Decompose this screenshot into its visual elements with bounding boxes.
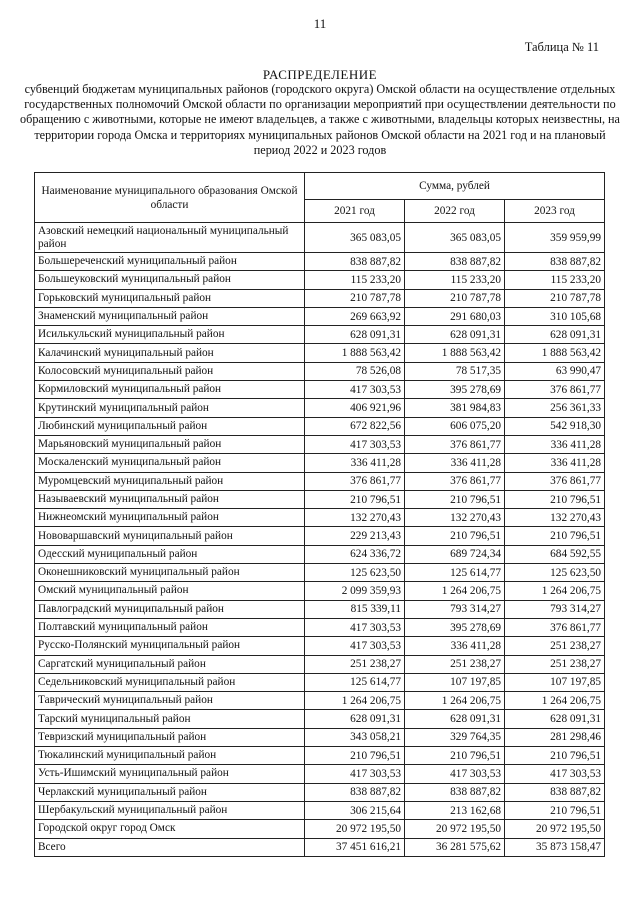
row-name-cell: Полтавский муниципальный район [35, 618, 305, 636]
document-subtitle: субвенций бюджетам муниципальных районов (городского округа) Омской области на осуществление отдельных государственных полномочий Омской области по организации мероприятий при осуществлении деятельности по обращению с животными, которые не имеют владельцев, а также с животными, владельцы которых неизвестны, на территории города Омска и территориях муниципальных районов Омской области на 2021 год и на плановый период 2022 и 2023 годов [20, 82, 620, 157]
row-name-cell: Любинский муниципальный район [35, 417, 305, 435]
row-value-2022: 376 861,77 [405, 435, 505, 453]
row-value-2021: 251 238,27 [305, 655, 405, 673]
row-value-2023: 63 990,47 [505, 362, 605, 380]
row-value-2022: 115 233,20 [405, 271, 505, 289]
row-name-cell: Муромцевский муниципальный район [35, 472, 305, 490]
table-row [35, 728, 605, 746]
row-name-cell: Оконешниковский муниципальный район [35, 564, 305, 582]
row-value-2021: 1 888 563,42 [305, 344, 405, 362]
row-value-2022: 78 517,35 [405, 362, 505, 380]
row-value-2023: 336 411,28 [505, 454, 605, 472]
row-name-cell: Черлакский муниципальный район [35, 783, 305, 801]
row-value-2021: 628 091,31 [305, 326, 405, 344]
row-value-2022: 376 861,77 [405, 472, 505, 490]
row-value-2021: 78 526,08 [305, 362, 405, 380]
table-row [35, 362, 605, 380]
table-row [35, 618, 605, 636]
row-value-2021: 624 336,72 [305, 545, 405, 563]
row-name-cell: Таврический муниципальный район [35, 692, 305, 710]
row-value-2021: 376 861,77 [305, 472, 405, 490]
table-row [35, 564, 605, 582]
row-value-2022: 36 281 575,62 [405, 838, 505, 856]
row-value-2021: 417 303,53 [305, 765, 405, 783]
row-value-2022: 210 796,51 [405, 490, 505, 508]
row-value-2022: 125 614,77 [405, 564, 505, 582]
table-row [35, 472, 605, 490]
row-name-cell: Азовский немецкий национальный муниципальный район [35, 223, 305, 253]
row-value-2021: 1 264 206,75 [305, 692, 405, 710]
row-value-2023: 210 796,51 [505, 747, 605, 765]
row-name-cell: Нижнеомский муниципальный район [35, 509, 305, 527]
row-value-2023: 417 303,53 [505, 765, 605, 783]
row-name-cell: Называевский муниципальный район [35, 490, 305, 508]
row-value-2022: 838 887,82 [405, 783, 505, 801]
row-name-cell: Павлоградский муниципальный район [35, 600, 305, 618]
row-value-2021: 115 233,20 [305, 271, 405, 289]
row-value-2022: 210 787,78 [405, 289, 505, 307]
row-value-2023: 359 959,99 [505, 223, 605, 253]
row-name-cell: Нововаршавский муниципальный район [35, 527, 305, 545]
row-value-2022: 132 270,43 [405, 509, 505, 527]
table-row [35, 509, 605, 527]
page-number: 11 [313, 16, 327, 31]
row-value-2023: 251 238,27 [505, 655, 605, 673]
row-value-2023: 1 264 206,75 [505, 582, 605, 600]
row-value-2022: 336 411,28 [405, 454, 505, 472]
row-value-2021: 838 887,82 [305, 783, 405, 801]
row-value-2023: 838 887,82 [505, 783, 605, 801]
row-value-2021: 20 972 195,50 [305, 820, 405, 838]
row-value-2023: 132 270,43 [505, 509, 605, 527]
row-value-2022: 1 888 563,42 [405, 344, 505, 362]
table-row [35, 783, 605, 801]
row-name-cell: Всего [35, 838, 305, 856]
row-name-cell: Калачинский муниципальный район [35, 344, 305, 362]
row-value-2022: 213 162,68 [405, 801, 505, 819]
row-name-cell: Горьковский муниципальный район [35, 289, 305, 307]
row-value-2021: 343 058,21 [305, 728, 405, 746]
row-value-2022: 210 796,51 [405, 527, 505, 545]
row-value-2021: 365 083,05 [305, 223, 405, 253]
row-value-2023: 35 873 158,47 [505, 838, 605, 856]
table-row [35, 326, 605, 344]
row-value-2021: 417 303,53 [305, 618, 405, 636]
row-value-2023: 684 592,55 [505, 545, 605, 563]
row-value-2022: 606 075,20 [405, 417, 505, 435]
table-row [35, 801, 605, 819]
row-value-2023: 376 861,77 [505, 618, 605, 636]
row-value-2022: 1 264 206,75 [405, 582, 505, 600]
row-value-2023: 336 411,28 [505, 435, 605, 453]
row-value-2021: 406 921,96 [305, 399, 405, 417]
table-row [35, 454, 605, 472]
table-row [35, 435, 605, 453]
column-header-2023: 2023 год [505, 200, 605, 223]
row-value-2022: 329 764,35 [405, 728, 505, 746]
row-name-cell: Крутинский муниципальный район [35, 399, 305, 417]
row-name-cell: Омский муниципальный район [35, 582, 305, 600]
table-row [35, 673, 605, 691]
row-value-2021: 210 787,78 [305, 289, 405, 307]
row-name-cell: Русско-Полянский муниципальный район [35, 637, 305, 655]
row-value-2023: 107 197,85 [505, 673, 605, 691]
row-name-cell: Усть-Ишимский муниципальный район [35, 765, 305, 783]
row-value-2023: 1 264 206,75 [505, 692, 605, 710]
table-row [35, 307, 605, 325]
row-value-2021: 417 303,53 [305, 637, 405, 655]
row-name-cell: Марьяновский муниципальный район [35, 435, 305, 453]
table-row [35, 582, 605, 600]
row-value-2021: 125 623,50 [305, 564, 405, 582]
row-value-2022: 628 091,31 [405, 326, 505, 344]
row-value-2022: 365 083,05 [405, 223, 505, 253]
row-value-2022: 793 314,27 [405, 600, 505, 618]
row-value-2021: 672 822,56 [305, 417, 405, 435]
row-name-cell: Москаленский муниципальный район [35, 454, 305, 472]
row-name-cell: Тарский муниципальный район [35, 710, 305, 728]
table-row [35, 692, 605, 710]
row-value-2023: 210 787,78 [505, 289, 605, 307]
row-name-cell: Большеуковский муниципальный район [35, 271, 305, 289]
row-value-2021: 417 303,53 [305, 435, 405, 453]
row-value-2022: 20 972 195,50 [405, 820, 505, 838]
row-name-cell: Седельниковский муниципальный район [35, 673, 305, 691]
column-header-2022: 2022 год [405, 200, 505, 223]
row-value-2022: 107 197,85 [405, 673, 505, 691]
row-value-2023: 210 796,51 [505, 527, 605, 545]
table-row [35, 637, 605, 655]
column-header-2021: 2021 год [305, 200, 405, 223]
table-row [35, 289, 605, 307]
table-row [35, 838, 605, 856]
row-value-2023: 838 887,82 [505, 253, 605, 271]
table-row [35, 344, 605, 362]
table-row [35, 527, 605, 545]
row-value-2022: 251 238,27 [405, 655, 505, 673]
table-header-row [35, 173, 605, 200]
table-row [35, 820, 605, 838]
row-name-cell: Тевризский муниципальный район [35, 728, 305, 746]
table-row [35, 253, 605, 271]
row-value-2022: 628 091,31 [405, 710, 505, 728]
row-name-cell: Знаменский муниципальный район [35, 307, 305, 325]
row-value-2021: 2 099 359,93 [305, 582, 405, 600]
row-name-cell: Большереченский муниципальный район [35, 253, 305, 271]
row-value-2023: 210 796,51 [505, 801, 605, 819]
table-body [35, 223, 605, 857]
row-value-2021: 229 213,43 [305, 527, 405, 545]
row-value-2021: 37 451 616,21 [305, 838, 405, 856]
row-name-cell: Шербакульский муниципальный район [35, 801, 305, 819]
row-value-2022: 291 680,03 [405, 307, 505, 325]
row-value-2022: 417 303,53 [405, 765, 505, 783]
table-row [35, 747, 605, 765]
row-value-2021: 269 663,92 [305, 307, 405, 325]
column-header-sum: Сумма, рублей [305, 173, 605, 200]
row-value-2023: 115 233,20 [505, 271, 605, 289]
table-row [35, 545, 605, 563]
row-value-2023: 793 314,27 [505, 600, 605, 618]
row-name-cell: Исилькульский муниципальный район [35, 326, 305, 344]
table-row [35, 417, 605, 435]
row-value-2022: 210 796,51 [405, 747, 505, 765]
row-value-2021: 125 614,77 [305, 673, 405, 691]
document-title: РАСПРЕДЕЛЕНИЕ [262, 67, 378, 82]
distribution-table [34, 172, 605, 857]
table-row [35, 655, 605, 673]
row-value-2023: 251 238,27 [505, 637, 605, 655]
row-value-2023: 281 298,46 [505, 728, 605, 746]
row-value-2023: 376 861,77 [505, 381, 605, 399]
row-value-2021: 210 796,51 [305, 490, 405, 508]
row-value-2023: 20 972 195,50 [505, 820, 605, 838]
table-row [35, 399, 605, 417]
row-value-2022: 336 411,28 [405, 637, 505, 655]
row-name-cell: Одесский муниципальный район [35, 545, 305, 563]
row-value-2022: 1 264 206,75 [405, 692, 505, 710]
table-row [35, 765, 605, 783]
row-value-2023: 210 796,51 [505, 490, 605, 508]
row-value-2022: 395 278,69 [405, 618, 505, 636]
table-row [35, 490, 605, 508]
row-value-2021: 417 303,53 [305, 381, 405, 399]
table-row [35, 381, 605, 399]
row-name-cell: Колосовский муниципальный район [35, 362, 305, 380]
row-value-2022: 689 724,34 [405, 545, 505, 563]
row-value-2022: 395 278,69 [405, 381, 505, 399]
row-value-2021: 336 411,28 [305, 454, 405, 472]
row-value-2023: 376 861,77 [505, 472, 605, 490]
row-value-2023: 310 105,68 [505, 307, 605, 325]
row-name-cell: Городской округ город Омск [35, 820, 305, 838]
row-value-2021: 838 887,82 [305, 253, 405, 271]
row-value-2023: 256 361,33 [505, 399, 605, 417]
table-label: Таблица № 11 [524, 40, 599, 54]
row-value-2021: 210 796,51 [305, 747, 405, 765]
row-value-2023: 1 888 563,42 [505, 344, 605, 362]
row-value-2021: 306 215,64 [305, 801, 405, 819]
row-value-2021: 815 339,11 [305, 600, 405, 618]
row-name-cell: Саргатский муниципальный район [35, 655, 305, 673]
row-value-2022: 838 887,82 [405, 253, 505, 271]
table-row [35, 271, 605, 289]
row-value-2023: 628 091,31 [505, 326, 605, 344]
row-value-2023: 125 623,50 [505, 564, 605, 582]
table-row [35, 223, 605, 253]
row-value-2021: 628 091,31 [305, 710, 405, 728]
row-value-2021: 132 270,43 [305, 509, 405, 527]
table-row [35, 710, 605, 728]
column-header-name: Наименование муниципального образования Омской области [35, 173, 305, 223]
row-value-2023: 628 091,31 [505, 710, 605, 728]
row-value-2023: 542 918,30 [505, 417, 605, 435]
row-name-cell: Тюкалинский муниципальный район [35, 747, 305, 765]
row-value-2022: 381 984,83 [405, 399, 505, 417]
row-name-cell: Кормиловский муниципальный район [35, 381, 305, 399]
table-row [35, 600, 605, 618]
